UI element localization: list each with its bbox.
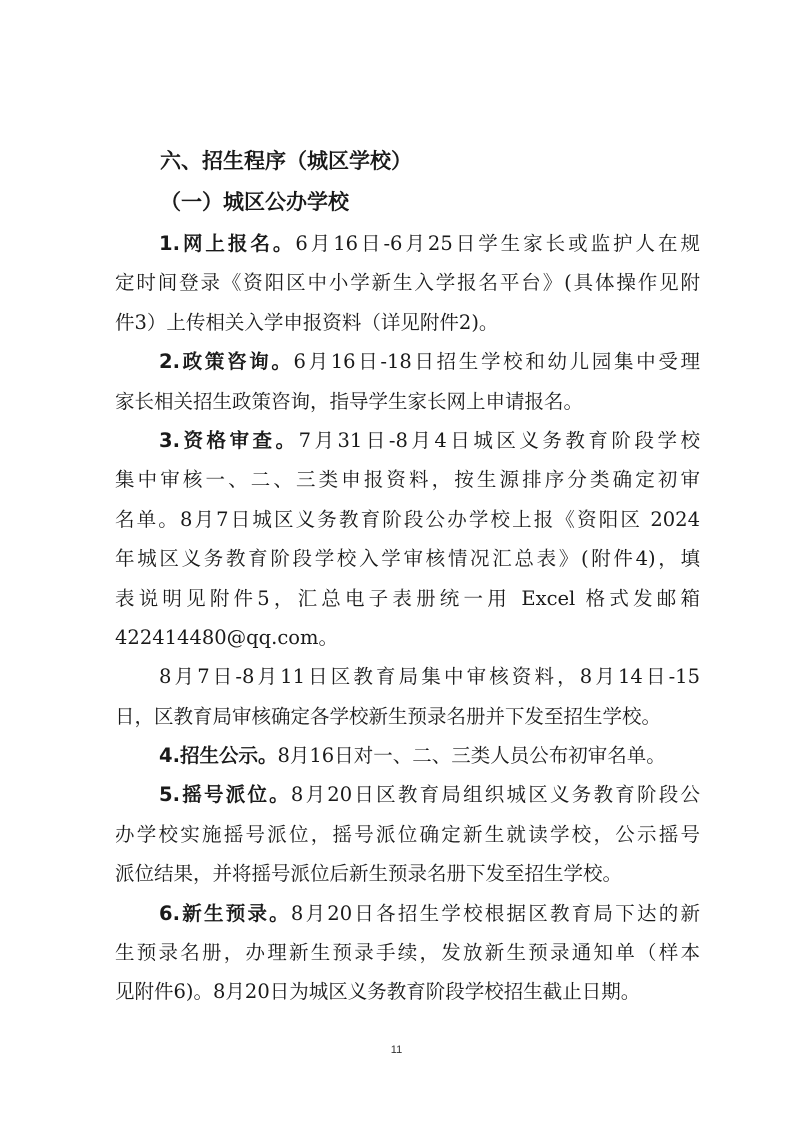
item-label: 3.资格审查。: [159, 428, 299, 452]
paragraph-line: 422414480@qq.com。: [115, 625, 338, 649]
paragraph-line: 生预录名册，办理新生预录手续，发放新生预录通知单（样本: [115, 941, 700, 965]
item-text: 7月31日-8月4日城区义务教育阶段学校: [298, 428, 700, 452]
paragraph-line: 8月7日-8月11日区教育局集中审核资料，8月14日-15: [159, 665, 700, 689]
item-text: 6月16日-18日招生学校和幼儿园集中受理: [293, 350, 700, 374]
paragraph-line: 见附件6)。8月20日为城区义务教育阶段学校招生截止日期。: [115, 980, 641, 1004]
paragraph-line: [115, 342, 700, 381]
item-label: 6.新生预录。: [159, 901, 291, 925]
body-text: [115, 224, 700, 1012]
paragraph-line: [115, 775, 700, 814]
section-title: 六、招生程序（城区学校）: [160, 149, 412, 173]
paragraph-line: 办学校实施摇号派位，摇号派位确定新生就读学校，公示摇号: [115, 822, 700, 846]
paragraph-line: [115, 894, 700, 933]
paragraph-line: 表说明见附件5，汇总电子表册统一用 Excel 格式发邮箱: [115, 586, 700, 610]
paragraph-line: 年城区义务教育阶段学校入学审核情况汇总表》(附件4)，填: [115, 547, 700, 571]
item-text: 8月20日区教育局组织城区义务教育阶段公: [290, 783, 700, 807]
item-text: 6月16日-6月25日学生家长或监护人在规: [295, 232, 700, 255]
paragraph-line: 定时间登录《资阳区中小学新生入学报名平台》(具体操作见附: [115, 271, 700, 295]
item-text: 8月16日对一、二、三类人员公布初审名单。: [277, 744, 666, 768]
paragraph-line: 派位结果，并将摇号派位后新生预录名册下发至招生学校。: [115, 862, 623, 886]
paragraph-line: [115, 421, 700, 460]
item-label: 4.招生公示。: [159, 744, 278, 768]
paragraph-line: [115, 736, 700, 775]
paragraph-line: 名单。8月7日城区义务教育阶段公办学校上报《资阳区 2024: [115, 507, 700, 531]
paragraph-line: 件3）上传相关入学申报资料（详见附件2)。: [115, 310, 499, 334]
paragraph-line: 家长相关招生政策咨询，指导学生家长网上申请报名。: [115, 389, 584, 413]
item-label: 5.摇号派位。: [159, 783, 291, 807]
item-label: 1.网上报名。: [159, 232, 296, 255]
item-text: 8月20日各招生学校根据区教育局下达的新: [290, 901, 700, 925]
page-number: 11: [390, 1044, 403, 1056]
item-label: 2.政策咨询。: [159, 350, 294, 374]
paragraph-line: 集中审核一、二、三类申报资料，按生源排序分类确定初审: [115, 468, 700, 492]
subsection-title: （一）城区公办学校: [160, 190, 349, 214]
paragraph-line: 日，区教育局审核确定各学校新生预录名册并下发至招生学校。: [115, 704, 662, 728]
paragraph-line: [115, 224, 700, 263]
